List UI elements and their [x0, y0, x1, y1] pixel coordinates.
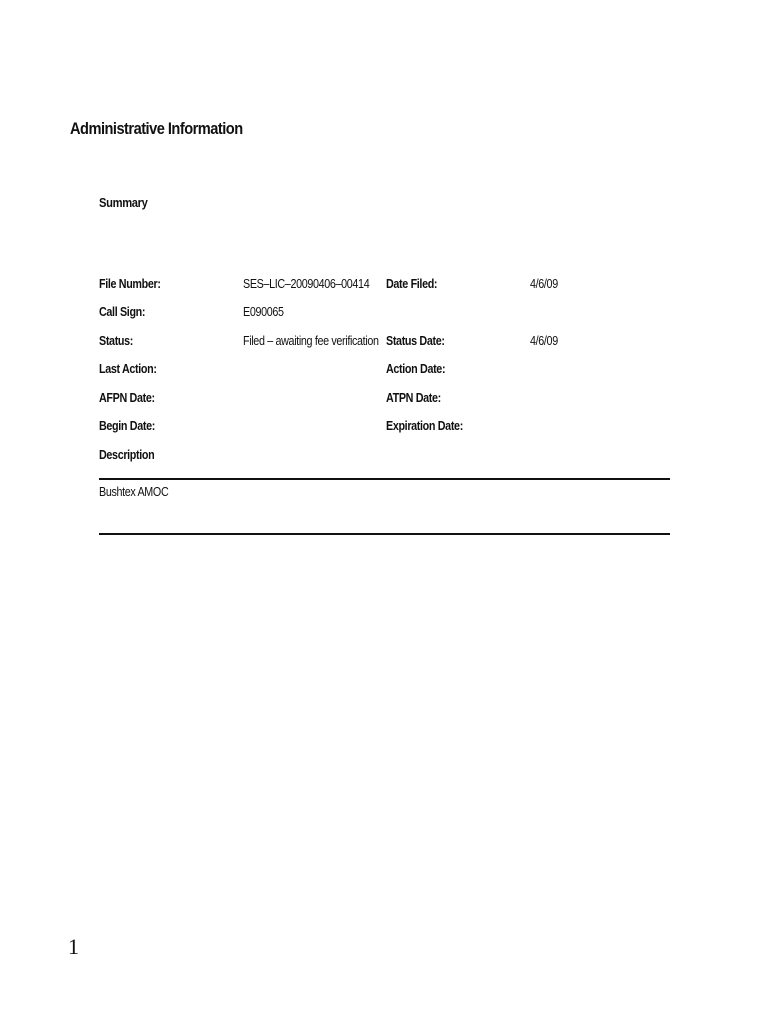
atpn-date-label: ATPN Date: — [386, 391, 441, 405]
section-heading-summary: Summary — [99, 195, 148, 210]
call-sign-value: E090065 — [243, 305, 284, 319]
status-date-label: Status Date: — [386, 334, 445, 348]
page-number: 1 — [68, 934, 79, 959]
description-rule-top — [99, 478, 670, 480]
status-label: Status: — [99, 334, 134, 348]
description-text: Bushtex AMOC — [99, 485, 169, 499]
begin-date-label: Begin Date: — [99, 419, 155, 433]
date-filed-label: Date Filed: — [386, 277, 438, 291]
last-action-label: Last Action: — [99, 362, 157, 376]
file-number-label: File Number: — [99, 277, 161, 291]
call-sign-label: Call Sign: — [99, 305, 146, 319]
expiration-date-label: Expiration Date: — [386, 419, 463, 433]
afpn-date-label: AFPN Date: — [99, 391, 155, 405]
action-date-label: Action Date: — [386, 362, 446, 376]
file-number-value: SES–LIC–20090406–00414 — [243, 277, 370, 291]
description-label: Description — [99, 448, 155, 462]
description-rule-bottom — [99, 533, 670, 535]
status-date-value: 4/6/09 — [530, 334, 558, 348]
status-value: Filed – awaiting fee verification — [243, 334, 379, 348]
date-filed-value: 4/6/09 — [530, 277, 558, 291]
page-title: Administrative Information — [70, 119, 243, 138]
